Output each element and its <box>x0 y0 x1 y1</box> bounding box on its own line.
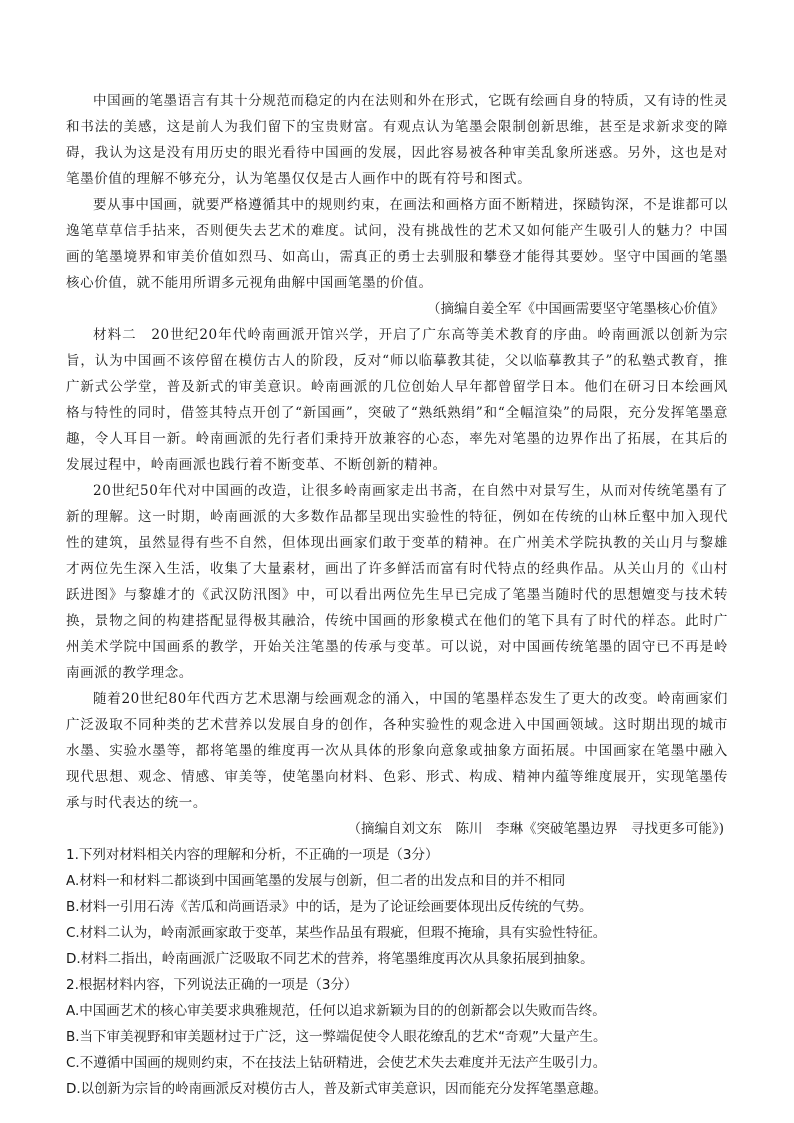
material2-source: （摘编自刘文东 陈川 李琳《突破笔墨边界 寻找更多可能》) <box>347 821 724 837</box>
question-2 <box>66 972 728 1102</box>
material1-paragraph-1: 中国画的笔墨语言有其十分规范而稳定的内在法则和外在形式，它既有绘画自身的特质，又有诗的性灵和书法的美感，这是前人为我们留下的宝贵财富。有观点认为笔墨会限制创新思维，甚至是求新求变的障碍，我认为这是没有用历史的眼光看待中国画的发展，因此容易被各种审美乱象所迷惑。另外，这也是对笔墨价值的理解不够充分，认为笔墨仅仅是古人画作中的既有符号和图式。 <box>66 93 728 187</box>
question-2-option-a[interactable]: A.中国画艺术的核心审美要求典雅规范，任何以追求新颖为目的的创新都会以失败而告终。 <box>66 1003 606 1019</box>
question-1-option-d[interactable]: D.材料二指出，岭南画派广泛吸取不同艺术的营养，将笔墨维度再次从具象拓展到抽象。 <box>66 951 594 967</box>
material2-paragraph-1-text: 20世纪20年代岭南画派开馆兴学，开启了广东高等美术教育的序曲。岭南画派以创新为宗旨，认为中国画不该停留在模仿古人的阶段，反对“师以临摹教其徒，父以临摹教其子”的私塾式教育，推广新式公学堂，普及新式的审美意识。岭南画派的几位创始人早年都曾留学日本。他们在研习日本绘画风格与特性的同时，借签其特点开创了“新国画”，突破了“熟纸熟绢”和“全幅渲染”的局限，充分发挥笔墨意趣，令人耳目一新。岭南画派的先行者们秉持开放兼容的心态，率先对笔墨的边界作出了拓展，在其后的发展过程中，岭南画派也践行着不断变革、不断创新的精神。 <box>66 327 728 473</box>
material1-paragraph-2: 要从事中国画，就要严格遵循其中的规则约束，在画法和画格方面不断精进，探赜钩深，不是谁都可以逸笔草草信手拈来，否则便失去艺术的难度。试问，没有挑战性的艺术又如何能产生吸引人的魅力？中国画的笔墨境界和审美价值如烈马、如高山，需真正的勇士去驯服和攀登才能得其要妙。坚守中国画的笔墨核心价值，就不能用所谓多元视角曲解中国画笔墨的价值。 <box>66 197 728 291</box>
material2-paragraph-2: 20世纪50年代对中国画的改造，让很多岭南画家走出书斋，在自然中对景写生，从而对传统笔墨有了新的理解。这一时期，岭南画派的大多数作品都呈现出实验性的特征，例如在传统的山林丘壑中加入现代性的建筑，虽然显得有些不自然，但体现出画家们敢于变革的精神。在广州美术学院执教的关山月与黎雄才两位先生深入生活，收集了大量素材，画出了许多鲜活而富有时代特点的经典作品。从关山月的《山村跃进图》与黎雄才的《武汉防汛图》中，可以看出两位先生早已完成了笔墨当随时代的思想嬗变与技术转换，景物之间的构建搭配显得极其融洽，传统中国画的形象模式在他们的笔下具有了时代的样态。此时广州美术学院中国画系的教学，开始关注笔墨的传承与变革。可以说，对中国画传统笔墨的固守已不再是岭南画派的教学理念。 <box>66 483 728 681</box>
question-2-option-c[interactable]: C.不遵循中国画的规则约束，不在技法上钻研精进，会使艺术失去难度并无法产生吸引力。 <box>66 1055 607 1071</box>
material2-paragraph-3: 随着20世纪80年代西方艺术思潮与绘画观念的涌入，中国的笔墨样态发生了更大的改变。岭南画家们广泛汲取不同种类的艺术营养以发展自身的创作，各种实验性的观念进入中国画领域。这时期出现的城市水墨、实验水墨等，都将笔墨的维度再一次从具体的形象向意象或抽象方面拓展。中国画家在笔墨中融入现代思想、观念、情感、审美等，使笔墨向材料、色彩、形式、构成、精神内蕴等维度展开，实现笔墨传承与时代表达的统一。 <box>66 691 728 811</box>
question-2-option-b[interactable]: B.当下审美视野和审美题材过于广泛，这一弊端促使令人眼花缭乱的艺术“奇观”大量产生。 <box>66 1029 607 1045</box>
question-1-option-b[interactable]: B.材料一引用石涛《苦瓜和尚画语录》中的话，是为了论证绘画要体现出反传统的气势。 <box>66 899 593 915</box>
material1-source: （摘编自姜全军《中国画需要坚守笔墨核心价值》 <box>427 301 724 317</box>
question-1-option-c[interactable]: C.材料二认为，岭南派画家敢于变革，某些作品虽有瑕疵，但瑕不掩瑜，具有实验性特征。 <box>66 925 607 941</box>
material2-paragraph-1 <box>66 322 728 478</box>
question-1 <box>66 842 728 972</box>
question-1-stem: 1.下列对材料相关内容的理解和分析，不正确的一项是（3分） <box>66 847 439 863</box>
material2-label: 材料二 <box>93 327 137 343</box>
question-2-stem: 2.根据材料内容，下列说法正确的一项是（3分） <box>66 977 358 993</box>
question-1-option-a[interactable]: A.材料一和材料二都谈到中国画笔墨的发展与创新，但二者的出发点和目的并不相同 <box>66 873 566 889</box>
question-2-option-d[interactable]: D.以创新为宗旨的岭南画派反对模仿古人，普及新式审美意识，因而能充分发挥笔墨意趣。 <box>66 1081 608 1097</box>
